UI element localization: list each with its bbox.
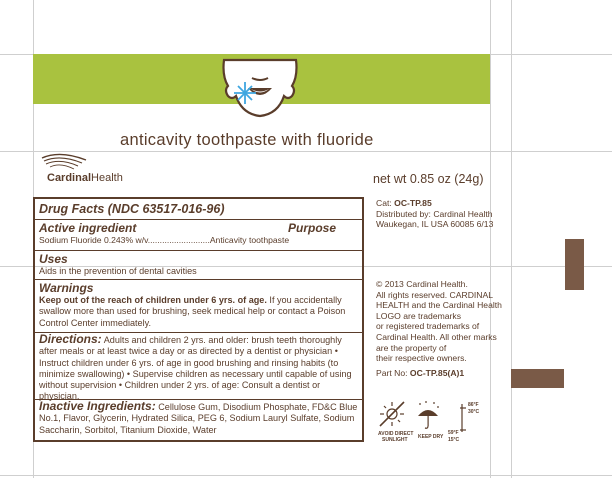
storage-icons: [376, 398, 496, 444]
color-swatch: [565, 239, 584, 290]
part-value: OC-TP.85(A)1: [409, 367, 465, 378]
warnings-body: If you accidentally swallow more than used for brushing, seek medical help or contact a Poison Control Center immediately.: [39, 295, 346, 328]
legal-line: Cardinal Health. All other marks: [376, 331, 497, 342]
guide-line: [511, 0, 512, 478]
temp-low-f: 59°F: [448, 430, 459, 436]
temp-high-c: 30°C: [468, 409, 480, 415]
divider: [35, 250, 362, 251]
product-title: anticavity toothpaste with fluoride: [120, 131, 374, 149]
legal-line: or registered trademarks of: [376, 321, 480, 332]
brand-logo-bold: Cardinal: [47, 172, 92, 184]
net-weight: net wt 0.85 oz (24g): [373, 172, 484, 186]
sun-label-2: SUNLIGHT: [382, 437, 408, 443]
directions-text: [39, 334, 358, 403]
color-swatch: [511, 369, 564, 388]
drug-facts-panel: [33, 197, 364, 442]
inactive-text: [39, 401, 358, 436]
drug-facts-title: Drug Facts (NDC 63517-016-96): [39, 202, 225, 216]
brand-logo-text: [47, 172, 123, 184]
legal-line: LOGO are trademarks: [376, 310, 462, 321]
legal-line: © 2013 Cardinal Health.: [376, 279, 468, 289]
legal-line: are the property of: [376, 342, 447, 353]
temp-high-f: 86°F: [468, 402, 479, 408]
drug-facts-title-row: [35, 202, 362, 216]
inactive-section: [35, 401, 362, 436]
distributor-block: [376, 198, 493, 230]
legal-line: HEALTH and the Cardinal Health: [376, 300, 502, 311]
divider: [35, 219, 362, 220]
brand-logo-regular: Health: [91, 172, 123, 184]
warnings-heading: Warnings: [39, 281, 94, 295]
inactive-body: Cellulose Gum, Disodium Phosphate, FD&C Blue No.1, Flavor, Glycerin, Hydrated Silica, PEG 6, Sodium Lauryl Sulfate, Sodium Saccharin, Sorbitol, Titanium Dioxide, Water: [39, 402, 358, 435]
directions-body: Adults and children 2 yrs. and older: brush teeth thoroughly after meals or at least twice a day or as directed by a dentist or physician • Instruct children under 6 yrs. of age in good brushing and rinsing habits (to minimize swallowing) • Supervise children as necessary until capable of using without supervision • Children under 2 yrs. of age: Consult a dentist or physician.: [39, 335, 352, 402]
part-number: [376, 368, 502, 379]
legal-block: [376, 279, 502, 378]
smile-face-icon: [218, 56, 302, 118]
cat-value: OC-TP.85: [394, 198, 432, 208]
active-ingredient-line: Sodium Fluoride 0.243% w/v..........................Anticavity toothpaste: [39, 235, 290, 245]
purpose-heading: Purpose: [288, 221, 337, 235]
inactive-heading: Inactive Ingredients:: [39, 399, 156, 413]
directions-heading: Directions:: [39, 332, 102, 346]
warnings-bold: Keep out of the reach of children under 6 yrs. of age.: [39, 295, 267, 305]
active-heading-row: [39, 221, 358, 235]
uses-text: Aids in the prevention of dental cavities: [39, 266, 197, 276]
uses-section: [35, 252, 362, 277]
active-ingredient-section: [35, 221, 362, 246]
cat-label: Cat:: [376, 198, 395, 208]
directions-section: [35, 334, 362, 403]
sun-label-1: AVOID DIRECT: [378, 431, 414, 437]
thermometer-icon: [460, 404, 466, 432]
uses-heading: Uses: [39, 252, 68, 266]
sun-icon: [380, 402, 404, 426]
distributor-address: Waukegan, IL USA 60085 6/13: [376, 219, 494, 230]
cat-number: [376, 198, 493, 209]
part-label: Part No:: [376, 367, 410, 378]
distributor-line: Distributed by: Cardinal Health: [376, 208, 493, 219]
warnings-section: [35, 281, 362, 329]
legal-line: All rights reserved. CARDINAL: [376, 289, 494, 300]
umbrella-icon: [418, 401, 439, 428]
dry-label: KEEP DRY: [418, 434, 444, 440]
active-heading: Active ingredient: [39, 221, 137, 235]
guide-line: [0, 475, 612, 476]
warnings-text: [39, 295, 358, 329]
divider: [35, 279, 362, 280]
legal-line: their respective owners.: [376, 353, 467, 364]
temp-low-c: 15°C: [448, 437, 460, 443]
